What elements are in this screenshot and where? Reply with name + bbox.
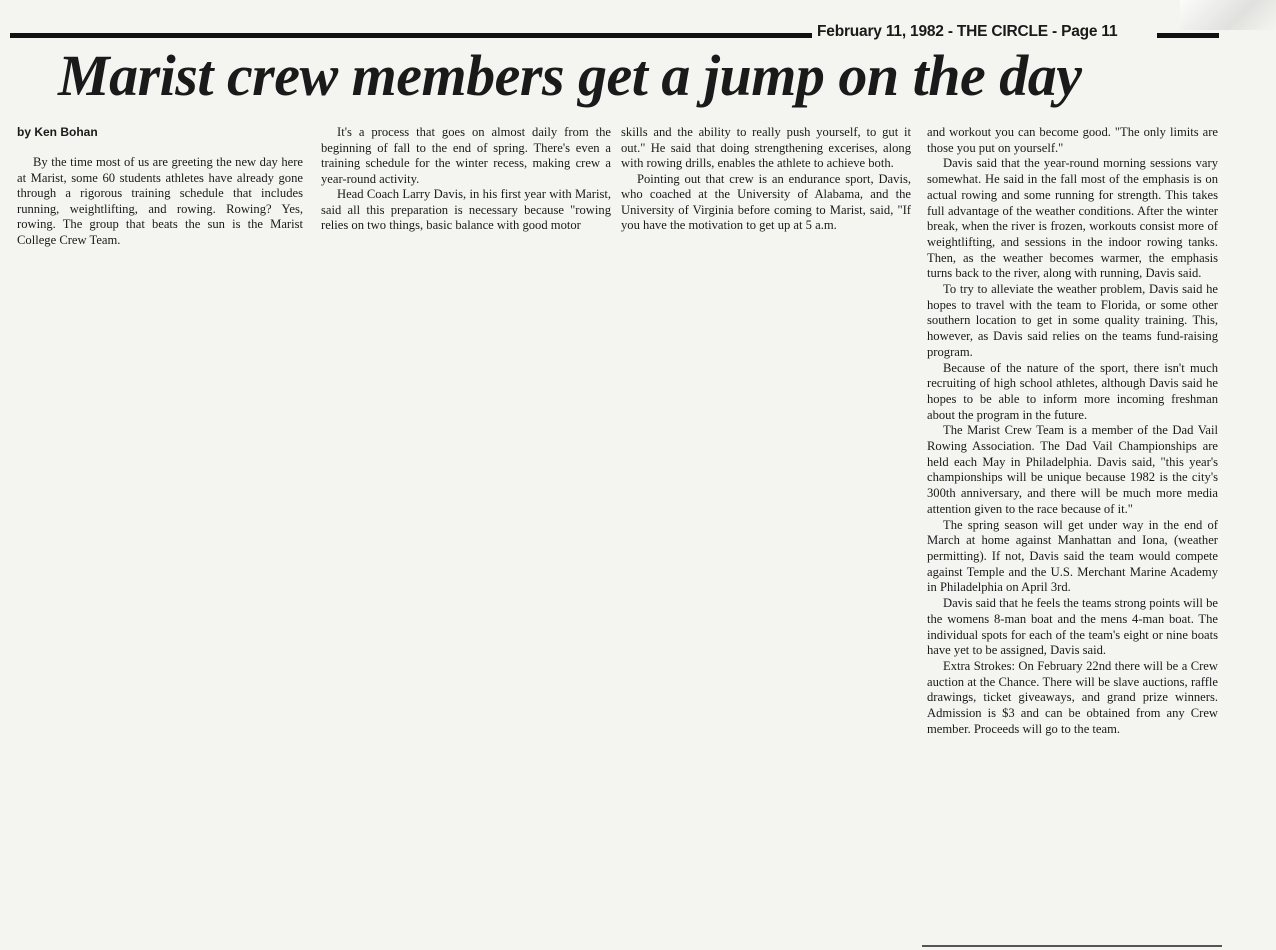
article-paragraph: Because of the nature of the sport, there isn't much recruiting of high school athletes, although Davis said he hopes to be able to inform more incoming freshman about the program in the future. (927, 360, 1218, 422)
column-bottom-rule (922, 945, 1222, 947)
article-paragraph: To try to alleviate the weather problem, Davis said he hopes to travel with the team to Florida, or some other southern location to get in some quality training. This, however, as Davis said relies on the teams fund-raising program. (927, 282, 1218, 359)
article-paragraph: Davis said that he feels the teams strong points will be the womens 8-man boat and the mens 4-man boat. The individual spots for each of the team's eight or nine boats have yet to be assigned, Davis said. (927, 596, 1218, 658)
article-byline: by Ken Bohan (17, 125, 98, 139)
article-column-4 (927, 125, 1218, 737)
article-paragraph: Head Coach Larry Davis, in his first year with Marist, said all this preparation is necessary because "rowing relies on two things, basic balance with good motor (321, 187, 611, 232)
article-paragraph: The spring season will get under way in the end of March at home against Manhattan and Iona, (weather permitting). If not, Davis said the team would compete against Temple and the U.S. Merchant Marine Academy in Philadelphia on April 3rd. (927, 517, 1218, 595)
page-dateline: February 11, 1982 - THE CIRCLE - Page 11 (817, 23, 1118, 40)
article-headline: Marist crew members get a jump on the day (58, 43, 1082, 108)
article-paragraph: By the time most of us are greeting the new day here at Marist, some 60 students athletes have already gone through a rigorous training schedule that includes running, weightlifting, and rowing. Rowing? Yes, rowing. The group that beats the sun is the Marist College Crew Team. (17, 155, 303, 247)
article-column-2 (321, 125, 611, 234)
print-smudge (1180, 0, 1276, 30)
masthead-rule-left (10, 33, 812, 38)
article-paragraph: Extra Strokes: On February 22nd there will be a Crew auction at the Chance. There will be slave auctions, raffle drawings, ticket giveaways, and grand prize winners. Admission is $3 and can be obtained from any Crew member. Proceeds will go to the team. (927, 658, 1218, 736)
article-paragraph: Davis said that the year-round morning sessions vary somewhat. He said in the fall most of the emphasis is on actual rowing and some running for strength. This takes full advantage of the weather conditions. After the winter break, when the river is frozen, workouts consist more of weightlifting, and sessions in the indoor rowing tanks. Then, as the weather becomes warmer, the emphasis turns back to the river, along with running, Davis said. (927, 156, 1218, 281)
article-column-3 (621, 125, 911, 234)
article-paragraph: Pointing out that crew is an endurance sport, Davis, who coached at the University of Alabama, and the University of Virginia before coming to Marist, said, "If you have the motivation to get up at 5 a.m. (621, 171, 911, 232)
article-paragraph: It's a process that goes on almost daily from the beginning of fall to the end of spring. There's even a training schedule for the winter recess, making crew a year-round activity. (321, 125, 611, 186)
article-column-1 (17, 155, 303, 248)
article-paragraph-continued: skills and the ability to really push yourself, to gut it out." He said that doing strengthening excerises, along with rowing drills, enables the athlete to achieve both. (621, 125, 911, 170)
article-paragraph: The Marist Crew Team is a member of the Dad Vail Rowing Association. The Dad Vail Championships are held each May in Philadelphia. Davis said, "this year's championships will be unique because 1982 is the city's 300th anniversary, and there will be much more media attention given to the race because of it." (927, 423, 1218, 516)
masthead-rule-right (1157, 33, 1219, 38)
article-paragraph-continued: and workout you can become good. "The only limits are those you put on yourself." (927, 125, 1218, 155)
